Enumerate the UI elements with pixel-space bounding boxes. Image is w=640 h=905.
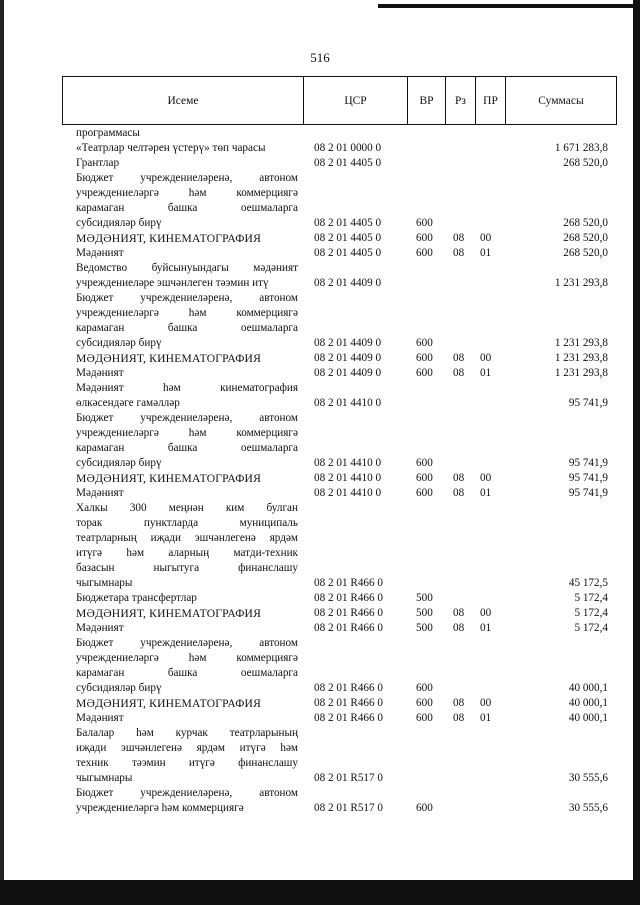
row-csr: 08 2 01 4405 0 <box>314 232 382 244</box>
row-sum: 268 520,0 <box>563 247 608 259</box>
row-sum: 30 555,6 <box>568 772 608 784</box>
row-rz: 08 <box>453 247 465 259</box>
table-row <box>0 231 640 246</box>
row-rz: 08 <box>453 622 465 634</box>
row-vr: 500 <box>416 592 433 604</box>
row-csr: 08 2 01 4409 0 <box>314 352 382 364</box>
row-name <box>76 606 298 621</box>
table-row <box>0 246 640 261</box>
row-pr: 01 <box>480 247 492 259</box>
row-pr: 00 <box>480 607 492 619</box>
row-name-line: МӘДӘНИЯТ, КИНЕМАТОГРАФИЯ <box>76 232 262 245</box>
table-row <box>0 126 640 141</box>
table-row <box>0 381 640 411</box>
row-sum: 95 741,9 <box>568 397 608 409</box>
row-name-line: субсидияләр бирү <box>76 457 162 469</box>
table-row <box>0 486 640 501</box>
row-name-line: МӘДӘНИЯТ, КИНЕМАТОГРАФИЯ <box>76 472 262 485</box>
row-name-line: карамаган башка оешмаларга <box>76 667 298 679</box>
row-name <box>76 231 298 246</box>
row-vr: 600 <box>416 697 433 709</box>
row-pr: 01 <box>480 367 492 379</box>
row-name-line: субсидияләр бирү <box>76 682 162 694</box>
row-sum: 5 172,4 <box>574 622 608 634</box>
table-header <box>62 76 617 125</box>
row-name-line: карамаган башка оешмаларга <box>76 202 298 214</box>
row-name-line: МӘДӘНИЯТ, КИНЕМАТОГРАФИЯ <box>76 607 262 620</box>
header-vr: ВР <box>407 77 445 124</box>
row-name <box>76 726 298 786</box>
row-csr: 08 2 01 4409 0 <box>314 367 382 379</box>
row-csr: 08 2 01 R466 0 <box>314 697 383 709</box>
row-sum: 95 741,9 <box>568 472 608 484</box>
table-row <box>0 726 640 786</box>
row-rz: 08 <box>453 472 465 484</box>
table-row <box>0 636 640 696</box>
table-row <box>0 696 640 711</box>
row-vr: 600 <box>416 337 433 349</box>
row-name-line: Мәдәният <box>76 712 124 724</box>
row-sum: 1 231 293,8 <box>554 337 608 349</box>
row-name-line: МӘДӘНИЯТ, КИНЕМАТОГРАФИЯ <box>76 352 262 365</box>
row-name-line: өлкәсендәге гамәлләр <box>76 397 180 409</box>
row-rz: 08 <box>453 712 465 724</box>
row-rz: 08 <box>453 367 465 379</box>
row-sum: 1 231 293,8 <box>554 367 608 379</box>
row-sum: 40 000,1 <box>568 682 608 694</box>
header-sum: Суммасы <box>505 77 616 124</box>
row-csr: 08 2 01 4410 0 <box>314 487 382 499</box>
row-pr: 00 <box>480 232 492 244</box>
row-pr: 00 <box>480 352 492 364</box>
row-sum: 1 671 283,8 <box>554 142 608 154</box>
row-name-line: МӘДӘНИЯТ, КИНЕМАТОГРАФИЯ <box>76 697 262 710</box>
table-row <box>0 471 640 486</box>
row-name <box>76 351 298 366</box>
table-row <box>0 411 640 471</box>
row-vr: 600 <box>416 457 433 469</box>
row-name <box>76 366 298 381</box>
row-vr: 500 <box>416 607 433 619</box>
table-row <box>0 711 640 726</box>
row-vr: 500 <box>416 622 433 634</box>
row-name <box>76 381 298 411</box>
row-name <box>76 246 298 261</box>
row-name <box>76 696 298 711</box>
row-vr: 600 <box>416 367 433 379</box>
row-name <box>76 621 298 636</box>
row-name-line: Мәдәният <box>76 247 124 259</box>
row-csr: 08 2 01 R466 0 <box>314 592 383 604</box>
row-name <box>76 291 298 351</box>
row-sum: 1 231 293,8 <box>554 277 608 289</box>
row-vr: 600 <box>416 712 433 724</box>
row-name <box>76 486 298 501</box>
row-name-line: Мәдәният <box>76 367 124 379</box>
row-name-line: иҗади эшчәнлегенә ярдәм итүгә һәм <box>76 742 298 754</box>
row-name-line: учреждениеләргә һәм коммерциягә <box>76 802 244 814</box>
row-csr: 08 2 01 4405 0 <box>314 157 382 169</box>
header-csr: ЦСР <box>303 77 407 124</box>
row-name-line: Мәдәният һәм кинематография <box>76 382 298 394</box>
row-sum: 268 520,0 <box>563 157 608 169</box>
row-name <box>76 171 298 231</box>
row-sum: 40 000,1 <box>568 712 608 724</box>
row-name-line: учреждениеләргә һәм коммерциягә <box>76 652 298 664</box>
table-row <box>0 351 640 366</box>
row-pr: 00 <box>480 697 492 709</box>
header-name: Исеме <box>167 94 199 107</box>
table-row <box>0 501 640 591</box>
row-sum: 95 741,9 <box>568 487 608 499</box>
table-row <box>0 591 640 606</box>
table-row <box>0 366 640 381</box>
row-name-line: Бюджет учреждениеләренә, автоном <box>76 787 298 799</box>
row-name <box>76 786 298 816</box>
row-name-line: чыгымнары <box>76 772 133 784</box>
row-pr: 01 <box>480 487 492 499</box>
row-name <box>76 636 298 696</box>
row-sum: 268 520,0 <box>563 217 608 229</box>
row-sum: 40 000,1 <box>568 697 608 709</box>
row-name <box>76 411 298 471</box>
row-name-line: карамаган башка оешмаларга <box>76 442 298 454</box>
row-csr: 08 2 01 R466 0 <box>314 607 383 619</box>
row-csr: 08 2 01 4410 0 <box>314 397 382 409</box>
row-sum: 30 555,6 <box>568 802 608 814</box>
row-vr: 600 <box>416 682 433 694</box>
row-name-line: Балалар һәм курчак театрларының <box>76 727 298 739</box>
row-sum: 45 172,5 <box>568 577 608 589</box>
row-name-line: программасы <box>76 127 140 139</box>
row-pr: 01 <box>480 712 492 724</box>
row-name-line: Мәдәният <box>76 622 124 634</box>
header-rz: Рз <box>445 77 475 124</box>
row-name-line: Ведомство буйсынуындагы мәдәният <box>76 262 298 274</box>
table-row <box>0 141 640 156</box>
row-sum: 5 172,4 <box>574 592 608 604</box>
row-rz: 08 <box>453 352 465 364</box>
row-name <box>76 261 298 291</box>
row-name-line: Бюджет учреждениеләренә, автоном <box>76 292 298 304</box>
row-name-line: Мәдәният <box>76 487 124 499</box>
row-sum: 95 741,9 <box>568 457 608 469</box>
row-csr: 08 2 01 4410 0 <box>314 472 382 484</box>
row-vr: 600 <box>416 487 433 499</box>
row-name <box>76 711 298 726</box>
header-pr: ПР <box>475 77 505 124</box>
scan-edge-bottom <box>0 880 640 905</box>
row-name-line: субсидияләр бирү <box>76 217 162 229</box>
row-name-line: базасын ныгытуга финанслашу <box>76 562 298 574</box>
row-name-line: Бюджет учреждениеләренә, автоном <box>76 412 298 424</box>
row-name-line: субсидияләр бирү <box>76 337 162 349</box>
row-csr: 08 2 01 R517 0 <box>314 772 383 784</box>
table-row <box>0 621 640 636</box>
row-sum: 5 172,4 <box>574 607 608 619</box>
row-vr: 600 <box>416 472 433 484</box>
row-name-line: карамаган башка оешмаларга <box>76 322 298 334</box>
row-name-line: торак пунктларда муниципаль <box>76 517 298 529</box>
row-name-line: Халкы 300 меңнән ким булган <box>76 502 298 514</box>
row-vr: 600 <box>416 217 433 229</box>
row-csr: 08 2 01 4409 0 <box>314 337 382 349</box>
page-number: 516 <box>310 50 330 65</box>
row-name-line: техник тәэмин итүгә финанслашу <box>76 757 298 769</box>
row-vr: 600 <box>416 802 433 814</box>
row-name-line: Грантлар <box>76 157 120 169</box>
row-csr: 08 2 01 4405 0 <box>314 247 382 259</box>
row-name-line: «Театрлар челтәрен үстерү» төп чарасы <box>76 142 266 154</box>
row-csr: 08 2 01 R466 0 <box>314 682 383 694</box>
row-vr: 600 <box>416 247 433 259</box>
row-rz: 08 <box>453 487 465 499</box>
row-name-line: Бюджет учреждениеләренә, автоном <box>76 172 298 184</box>
table-row <box>0 291 640 351</box>
row-name <box>76 156 298 171</box>
table-row <box>0 171 640 231</box>
table-row <box>0 261 640 291</box>
row-name-line: Бюджетара трансфертлар <box>76 592 197 604</box>
row-csr: 08 2 01 R466 0 <box>314 712 383 724</box>
row-name <box>76 471 298 486</box>
row-vr: 600 <box>416 352 433 364</box>
row-sum: 1 231 293,8 <box>554 352 608 364</box>
row-rz: 08 <box>453 697 465 709</box>
row-pr: 00 <box>480 472 492 484</box>
row-name-line: итүгә һәм аларның матди-техник <box>76 547 298 559</box>
row-name-line: учреждениеләргә һәм коммерциягә <box>76 427 298 439</box>
table-body <box>0 126 640 816</box>
row-name-line: учреждениеләргә һәм коммерциягә <box>76 307 298 319</box>
row-csr: 08 2 01 4410 0 <box>314 457 382 469</box>
row-name <box>76 141 298 156</box>
row-name-line: чыгымнары <box>76 577 133 589</box>
row-name-line: учреждениеләргә һәм коммерциягә <box>76 187 298 199</box>
row-csr: 08 2 01 R466 0 <box>314 577 383 589</box>
row-rz: 08 <box>453 607 465 619</box>
row-name <box>76 501 298 591</box>
row-name-line: учреждениеләре эшчәнлеген тәэмин итү <box>76 277 269 289</box>
row-csr: 08 2 01 R517 0 <box>314 802 383 814</box>
table-row <box>0 156 640 171</box>
row-csr: 08 2 01 R466 0 <box>314 622 383 634</box>
row-pr: 01 <box>480 622 492 634</box>
row-name-line: театрларның иҗади эшчәнлегенә ярдәм <box>76 532 298 544</box>
row-sum: 268 520,0 <box>563 232 608 244</box>
row-csr: 08 2 01 4405 0 <box>314 217 382 229</box>
row-vr: 600 <box>416 232 433 244</box>
row-name <box>76 126 298 141</box>
table-row <box>0 606 640 621</box>
row-name <box>76 591 298 606</box>
row-csr: 08 2 01 0000 0 <box>314 142 382 154</box>
row-csr: 08 2 01 4409 0 <box>314 277 382 289</box>
row-rz: 08 <box>453 232 465 244</box>
table-row <box>0 786 640 816</box>
scan-edge-top <box>378 4 640 8</box>
row-name-line: Бюджет учреждениеләренә, автоном <box>76 637 298 649</box>
